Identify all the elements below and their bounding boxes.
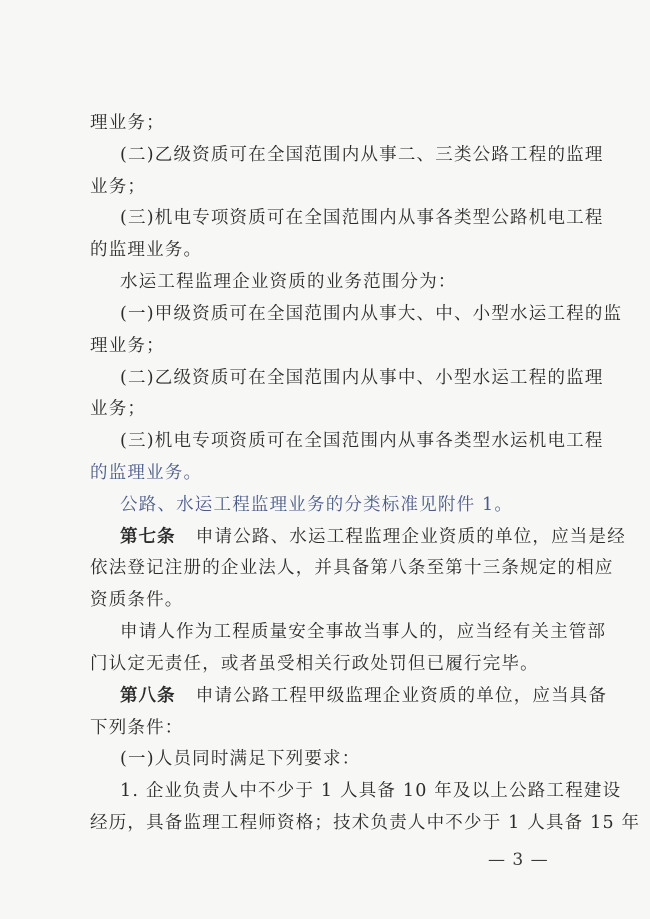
- text-line: (二)乙级资质可在全国范围内从事中、小型水运工程的监理: [120, 367, 604, 388]
- text-line: 1. 企业负责人中不少于 1 人具备 10 年及以上公路工程建设: [120, 781, 622, 802]
- article-7-heading: 第七条: [120, 526, 176, 547]
- text-line: 下列条件：: [90, 717, 184, 738]
- text-line: 申请公路、水运工程监理企业资质的单位，应当是经: [195, 526, 626, 547]
- text-line: 资质条件。: [90, 590, 184, 611]
- article-8-paragraph: [120, 685, 608, 707]
- text-line: (一)人员同时满足下列要求：: [120, 749, 361, 770]
- text-line: 申请人作为工程质量安全事故当事人的，应当经有关主管部: [120, 622, 607, 643]
- article-7-paragraph: [120, 526, 626, 548]
- text-line: 业务；: [90, 399, 147, 420]
- text-line: 依法登记注册的企业法人，并具备第八条至第十三条规定的相应: [90, 558, 614, 579]
- text-line: (三)机电专项资质可在全国范围内从事各类型公路机电工程: [120, 208, 604, 229]
- text-line: 理业务；: [90, 335, 165, 356]
- text-line: (二)乙级资质可在全国范围内从事二、三类公路工程的监理: [120, 144, 604, 165]
- text-line: 申请公路工程甲级监理企业资质的单位，应当具备: [195, 685, 608, 706]
- page-number: — 3 —: [488, 850, 549, 870]
- text-line: 水运工程监理企业资质的业务范围分为：: [120, 272, 457, 293]
- text-line: 的监理业务。: [90, 240, 203, 261]
- text-line: (一)甲级资质可在全国范围内从事大、中、小型水运工程的监: [120, 303, 623, 324]
- text-line: (三)机电专项资质可在全国范围内从事各类型水运机电工程: [120, 431, 604, 452]
- text-line: 公路、水运工程监理业务的分类标准见附件 1。: [120, 494, 514, 515]
- text-line: 经历，具备监理工程师资格；技术负责人中不少于 1 人具备 15 年: [90, 813, 641, 833]
- text-line: 理业务；: [90, 113, 165, 133]
- article-8-heading: 第八条: [120, 685, 176, 706]
- text-line: 业务；: [90, 176, 147, 197]
- text-line: 门认定无责任，或者虽受相关行政处罚但已履行完毕。: [90, 653, 539, 674]
- text-line: 的监理业务。: [90, 463, 203, 483]
